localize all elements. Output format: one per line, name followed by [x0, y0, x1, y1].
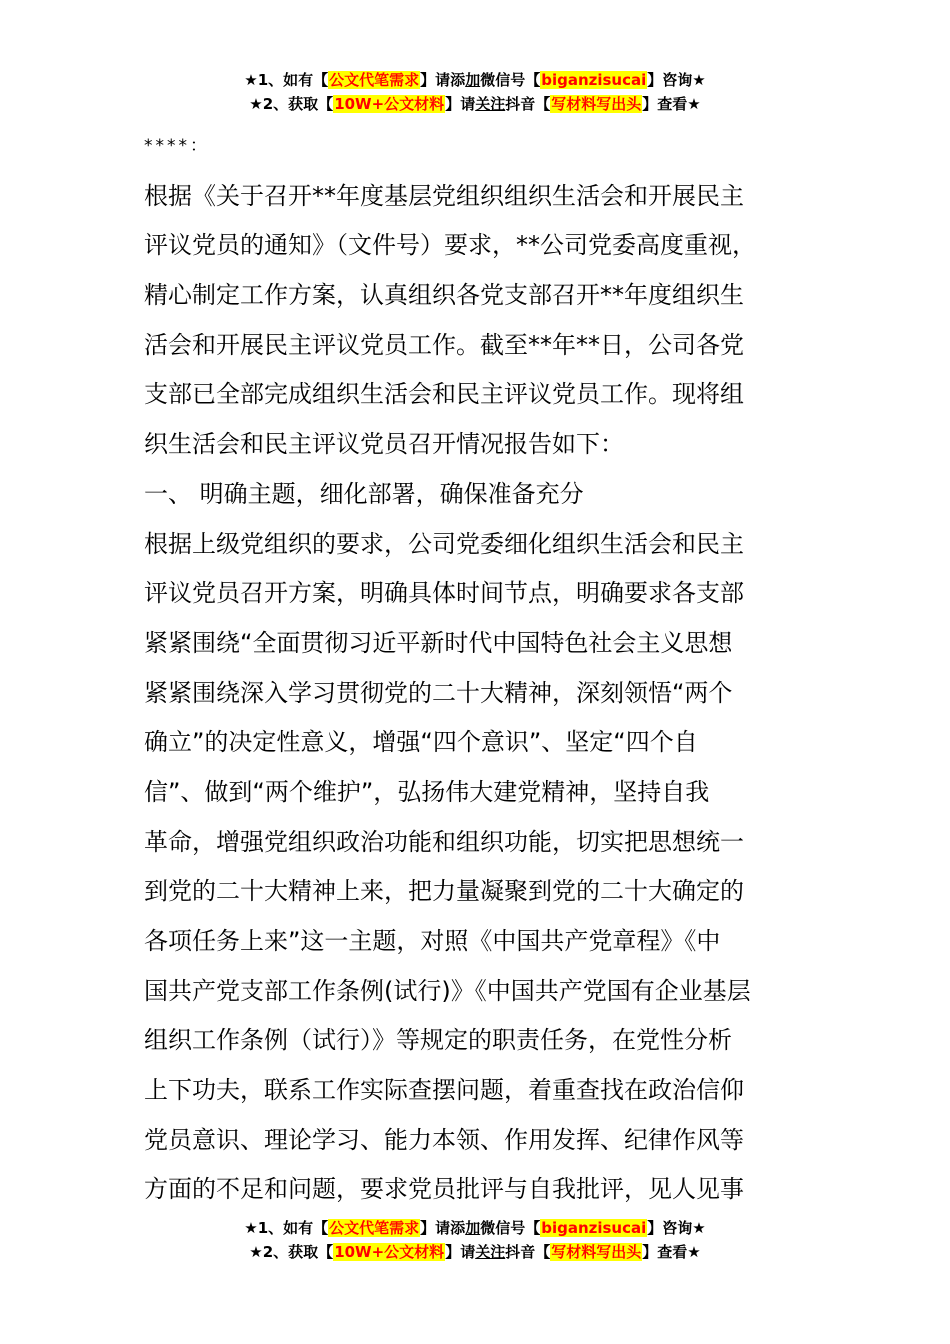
highlight-service: 公文代笔需求 — [329, 1219, 420, 1237]
footer-banner — [0, 1216, 950, 1264]
header-banner — [0, 68, 950, 116]
paragraph-line: 到党的二十大精神上来，把力量凝聚到党的二十大确定的 — [144, 877, 744, 906]
paragraph-line: 上下功夫，联系工作实际查摆问题，着重查找在政治信仰 — [144, 1076, 744, 1105]
paragraph-line: 织生活会和民主评议党员召开情况报告如下： — [144, 430, 624, 459]
paragraph-line: 紧紧围绕深入学习贯彻党的二十大精神，深刻领悟“两个 — [144, 678, 733, 707]
paragraph-line: 根据《关于召开**年度基层党组织组织生活会和开展民主 — [144, 181, 744, 210]
highlight-douyin-account: 写材料写出头 — [551, 1243, 642, 1261]
banner-line-1: ★1、如有【公文代笔需求】请添加微信号【biganzisucai】咨询★ — [244, 1219, 706, 1237]
paragraph-line: 组织工作条例（试行）》等规定的职责任务，在党性分析 — [144, 1026, 732, 1055]
paragraph-line: 评议党员召开方案，明确具体时间节点，明确要求各支部 — [144, 579, 744, 608]
banner-line-2: ★2、获取【10W+公文材料】请关注抖音【写材料写出头】查看★ — [249, 1243, 701, 1261]
highlight-materials: 10W+公文材料 — [334, 1243, 445, 1261]
paragraph-line: 紧紧围绕“全面贯彻习近平新时代中国特色社会主义思想 — [144, 628, 733, 657]
paragraph-line: 评议党员的通知》（文件号）要求，**公司党委高度重视， — [144, 231, 756, 260]
paragraph-line: 信”、做到“两个维护”，弘扬伟大建党精神，坚持自我 — [144, 777, 710, 806]
highlight-materials: 10W+公文材料 — [334, 95, 445, 113]
salutation: ****： — [144, 136, 210, 156]
paragraph-line: 活会和开展民主评议党员工作。截至**年**日，公司各党 — [144, 330, 744, 359]
paragraph-line: 确立”的决定性意义，增强“四个意识”、坚定“四个自 — [144, 728, 698, 757]
document-body — [144, 122, 844, 1215]
banner-line-1: ★1、如有【公文代笔需求】请添加微信号【biganzisucai】咨询★ — [244, 71, 706, 89]
paragraph-line: 支部已全部完成组织生活会和民主评议党员工作。现将组 — [144, 380, 744, 409]
highlight-service: 公文代笔需求 — [329, 71, 420, 89]
highlight-wechat-id: biganzisucai — [541, 1219, 647, 1237]
paragraph-line: 党员意识、理论学习、能力本领、作用发挥、纪律作风等 — [144, 1125, 744, 1154]
paragraph-line: 方面的不足和问题，要求党员批评与自我批评，见人见事 — [144, 1175, 744, 1204]
paragraph-line: 国共产党支部工作条例(试行)》《中国共产党国有企业基层 — [144, 976, 751, 1005]
highlight-douyin-account: 写材料写出头 — [551, 95, 642, 113]
paragraph-line: 根据上级党组织的要求，公司党委细化组织生活会和民主 — [144, 529, 744, 558]
section-heading: 一、 明确主题，细化部署，确保准备充分 — [144, 479, 584, 508]
paragraph-line: 精心制定工作方案，认真组织各党支部召开**年度组织生 — [144, 281, 744, 310]
banner-line-2: ★2、获取【10W+公文材料】请关注抖音【写材料写出头】查看★ — [249, 95, 701, 113]
paragraph-line: 各项任务上来”这一主题，对照《中国共产党章程》《中 — [144, 927, 721, 955]
highlight-wechat-id: biganzisucai — [541, 71, 647, 89]
paragraph-line: 革命，增强党组织政治功能和组织功能，切实把思想统一 — [144, 827, 744, 856]
